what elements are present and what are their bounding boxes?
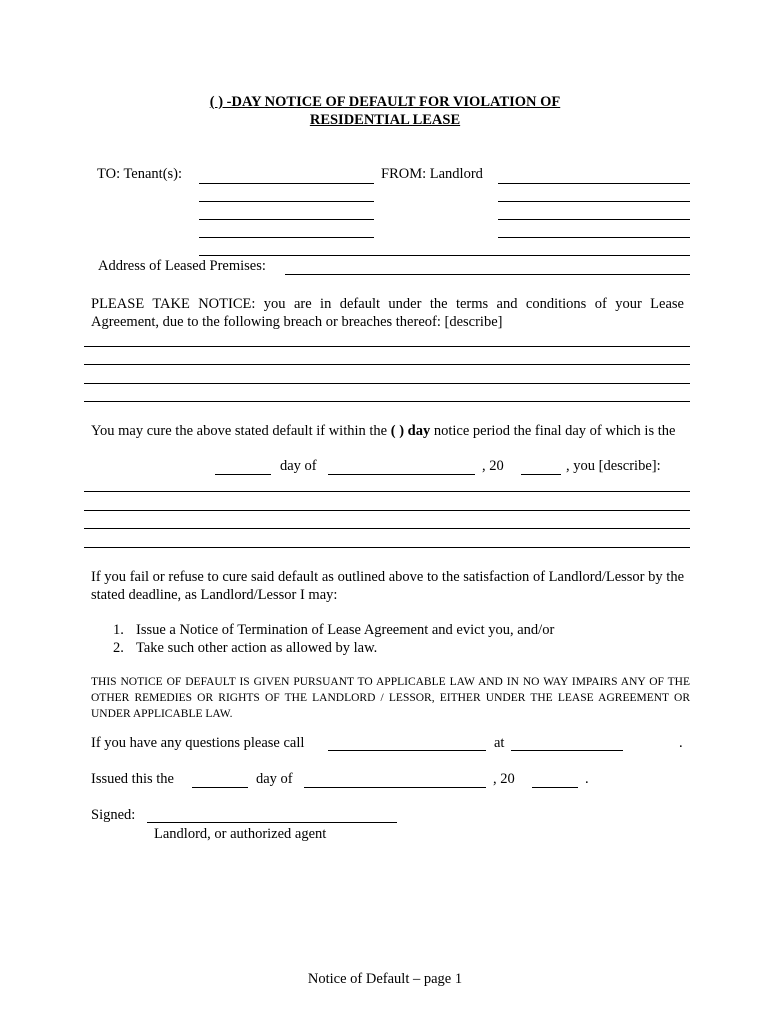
document-title-line2: RESIDENTIAL LEASE — [309, 112, 461, 128]
cure-day-count: ( ) day — [390, 423, 431, 439]
tenant-name-line-1[interactable] — [199, 183, 374, 184]
issued-day-line[interactable] — [192, 787, 248, 788]
party-extra-line[interactable] — [199, 255, 690, 256]
signature-line[interactable] — [147, 822, 397, 823]
tenant-name-line-2[interactable] — [199, 201, 374, 202]
landlord-name-line-4[interactable] — [498, 237, 690, 238]
breach-line-3[interactable] — [84, 383, 690, 384]
issued-year-line[interactable] — [532, 787, 578, 788]
list-item-1-number: 1. — [113, 622, 124, 638]
cure-paragraph — [91, 422, 684, 440]
landlord-name-line-3[interactable] — [498, 219, 690, 220]
failure-paragraph: If you fail or refuse to cure said default as outlined above to the satisfaction of Landlord/Lessor by the stated deadline, as Landlord/Lessor I may: — [91, 569, 684, 603]
cure-day-of-label: day of — [280, 458, 317, 474]
landlord-name-line-2[interactable] — [498, 201, 690, 202]
issued-month-line[interactable] — [304, 787, 486, 788]
disclaimer: THIS NOTICE OF DEFAULT IS GIVEN PURSUANT TO APPLICABLE LAW AND IN NO WAY IMPAIRS ANY OF THE OTHER REMEDIES OR RIGHTS OF THE LANDLORD / LESSOR, EITHER UNDER THE LEASE AGREEMENT OR UNDER APPLICABLE LAW. — [91, 676, 690, 720]
issued-year-prefix: , 20 — [493, 771, 515, 787]
cure-month-line[interactable] — [328, 474, 475, 475]
cure-you-describe: , you [describe]: — [566, 458, 661, 474]
to-tenants-label: TO: Tenant(s): — [97, 166, 183, 182]
page-footer: Notice of Default – page 1 — [307, 971, 463, 987]
issued-label: Issued this the — [91, 771, 174, 787]
breach-line-2[interactable] — [84, 364, 690, 365]
cure-describe-line-1[interactable] — [84, 491, 690, 492]
issued-period: . — [585, 771, 589, 787]
cure-year-line[interactable] — [521, 474, 561, 475]
issued-day-of-label: day of — [256, 771, 293, 787]
cure-describe-line-4[interactable] — [84, 547, 690, 548]
notice-paragraph: PLEASE TAKE NOTICE: you are in default under the terms and conditions of your Lease Agreement, due to the following breach or breaches thereof: [describe] — [91, 296, 684, 330]
landlord-name-line-1[interactable] — [498, 183, 690, 184]
breach-line-1[interactable] — [84, 346, 690, 347]
questions-period: . — [679, 735, 683, 751]
signed-label: Signed: — [91, 807, 136, 823]
document-title-line1: ( ) -DAY NOTICE OF DEFAULT FOR VIOLATION OF — [209, 94, 561, 110]
cure-text-1: You may cure the above stated default if within the — [91, 423, 391, 439]
questions-at-label: at — [494, 735, 505, 751]
cure-year-prefix: , 20 — [482, 458, 504, 474]
tenant-name-line-3[interactable] — [199, 219, 374, 220]
address-line[interactable] — [285, 274, 690, 275]
phone-line[interactable] — [328, 750, 486, 751]
cure-day-line[interactable] — [215, 474, 271, 475]
cure-describe-line-3[interactable] — [84, 528, 690, 529]
signature-caption: Landlord, or authorized agent — [154, 826, 327, 842]
tenant-name-line-4[interactable] — [199, 237, 374, 238]
from-landlord-label: FROM: Landlord — [381, 166, 483, 182]
address-label: Address of Leased Premises: — [98, 258, 266, 274]
list-item-2-number: 2. — [113, 640, 124, 656]
cure-describe-line-2[interactable] — [84, 510, 690, 511]
breach-line-4[interactable] — [84, 401, 690, 402]
cure-text-2: notice period the final day of which is the — [430, 423, 676, 439]
questions-label: If you have any questions please call — [91, 735, 305, 751]
contact-line[interactable] — [511, 750, 623, 751]
list-item-1-text: Issue a Notice of Termination of Lease Agreement and evict you, and/or — [136, 622, 555, 638]
list-item-2-text: Take such other action as allowed by law. — [136, 640, 378, 656]
